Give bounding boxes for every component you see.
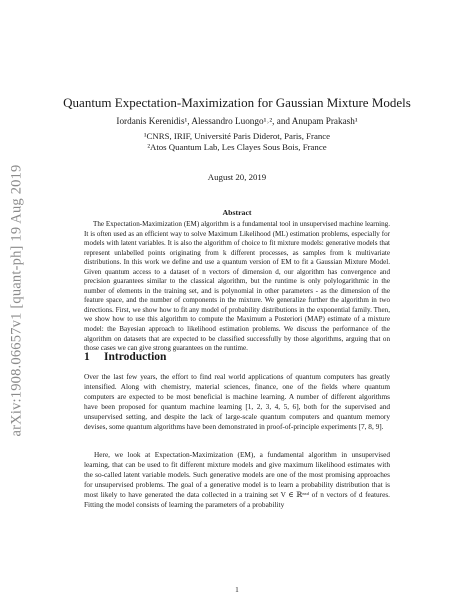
abstract-heading: Abstract	[222, 208, 252, 217]
abstract-text: The Expectation-Maximization (EM) algorithm is a fundamental tool in unsupervised machine learning. It is often used as an efficient way to solve Maximum Likelihood (ML) estimation problems, especially for models with latent variables. It is also the algorithm of choice to fit mixture models: generative models that represent unlabelled points originating from k different processes, as samples from k multivariate distributions. In this work we define and use a quantum version of EM to fit a Gaussian Mixture Model. Given quantum access to a dataset of n vectors of dimension d, our algorithm has convergence and precision guarantees similar to the classical algorithm, but the runtime is only polylogarithmic in the number of elements in the training set, and is polynomial in other parameters - as the dimension of the feature space, and the number of components in the mixture. We generalize further the algorithm in two directions. First, we show how to fit any model of probability distributions in the exponential family. Then, we show how to use this algorithm to compute the Maximum a Posteriori (MAP) estimate of a mixture model: the Bayesian approach to likelihood estimation problems. We discuss the performance of the algorithm on datasets that are expected to be classified successfully by those algorithms, arguing that on those cases we can give strong guarantees on the runtime.	[84, 220, 390, 353]
paper-date: August 20, 2019	[207, 172, 267, 182]
affiliation-2: ²Atos Quantum Lab, Les Clayes Sous Bois, France	[147, 142, 327, 152]
intro-paragraph-2: Here, we look at Expectation-Maximization (EM), a fundamental algorithm in unsupervised learning, that can be used to fit different mixture models and give maximum likelihood estimates with the so-called latent variable models. Such generative models are one of the most promising approaches for unsupervised problems. The goal of a generative model is to learn a probability distribution that is most likely to have generated the data collected in a training set V ∈ ℝⁿˣᵈ of n vectors of d features. Fitting the model consists of learning the parameters of a probability	[84, 450, 390, 509]
paper-title: Quantum Expectation-Maximization for Gaussian Mixture Models	[63, 95, 411, 110]
intro-paragraph-1: Over the last few years, the effort to find real world applications of quantum computers has greatly intensified. Along with chemistry, material sciences, finance, one of the fields where quantum computers are expected to be most beneficial is machine learning. A number of different algorithms have been proposed for quantum machine learning [1, 2, 3, 4, 5, 6], both for the supervised and unsupervised setting, and despite the lack of large-scale quantum computers and quantum memory devises, some quantum algorithms have been demonstrated in proof-of-principle experiments [7, 8, 9].	[84, 372, 390, 431]
affiliation-1: ¹CNRS, IRIF, Université Paris Diderot, Paris, France	[143, 131, 331, 141]
section-title: Introduction	[104, 351, 167, 363]
arxiv-identifier-text: arXiv:1908.06657v1 [quant-ph] 19 Aug 2019	[8, 164, 25, 436]
page-number: 1	[235, 585, 239, 594]
section-heading	[84, 350, 390, 364]
section-number: 1	[84, 351, 90, 363]
author-list: Iordanis Kerenidis¹, Alessandro Luongo¹˒², and Anupam Prakash¹	[116, 116, 358, 126]
arxiv-identifier-sidebar	[4, 150, 30, 450]
